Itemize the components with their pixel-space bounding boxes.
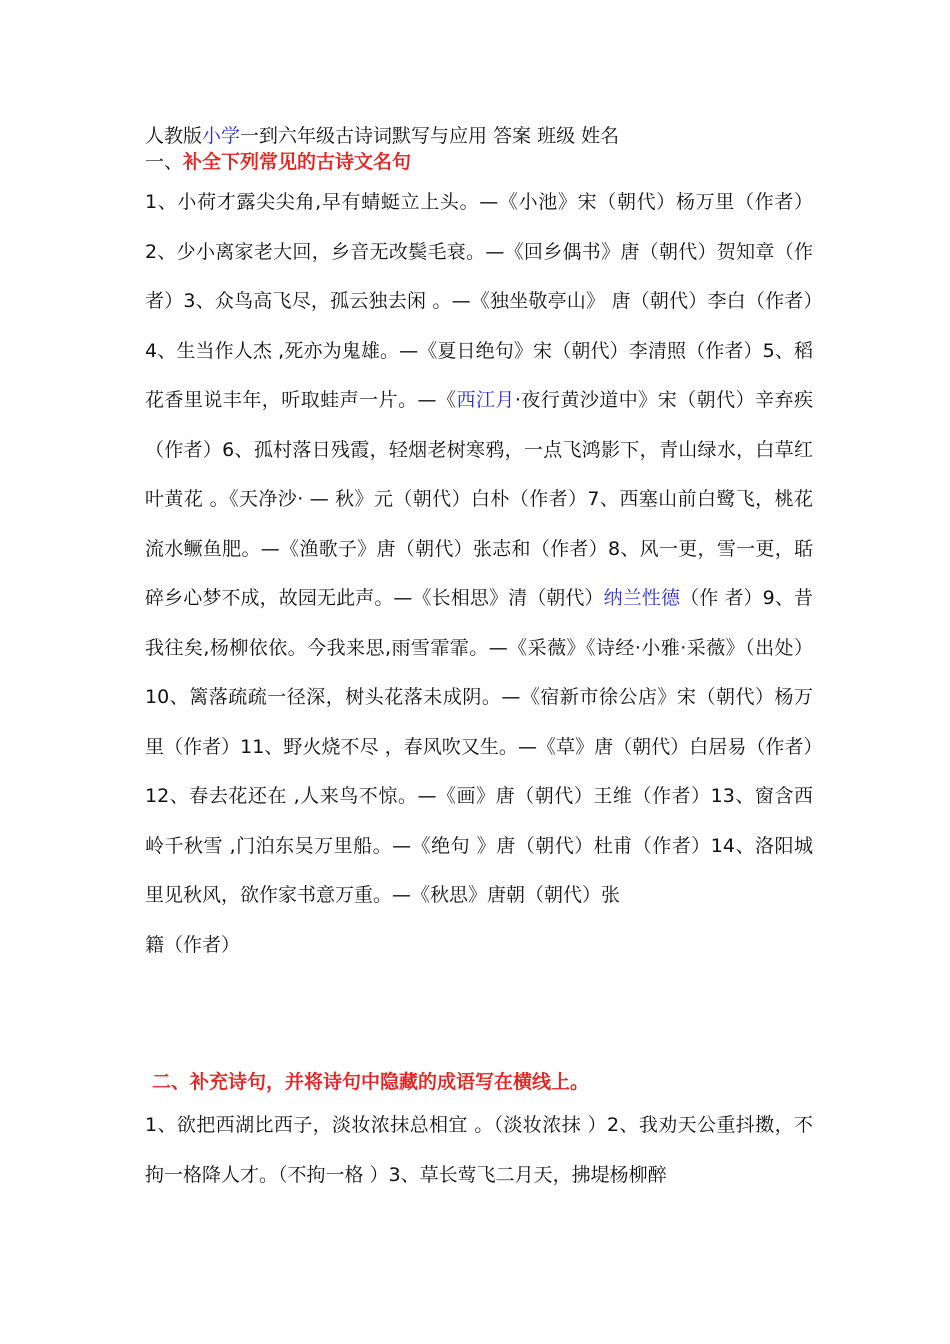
link-xijiangyue[interactable]: 西江月 [456,389,515,411]
section1-text-a: 1、小荷才露尖尖角,早有蜻蜓立上头。—《小池》宋（朝代）杨万里（作者）2、少小离家老大回，乡音无改鬓毛衰。—《回乡偶书》唐（朝代）贺知章（作者）3、众鸟高飞尽，孤云独去闲 。—《独坐敬亭山》 唐（朝代）李白（作者）4、生当作人杰 ,死亦为鬼雄。—《夏日绝句》宋（朝代）李清照（作者）5、稻花香里说丰年，听取蛙声一片。—《 [145,191,813,411]
section1-heading [145,149,411,175]
section2-body: 1、欲把西湖比西子，淡妆浓抹总相宜 。（淡妆浓抹 ）2、我劝天公重抖擞，不拘一格降人才。（不拘一格 ）3、草长莺飞二月天，拂堤杨柳醉 [145,1114,813,1186]
section1-text-d: 籍（作者） [145,933,241,956]
section1-number: 一、 [145,151,184,173]
document-title [145,123,619,149]
section1-heading-text: 补全下列常见的古诗文名句 [183,151,412,173]
section1-body [145,178,813,970]
section1-text-c: （作 者）9、昔我往矣,杨柳依依。今我来思,雨雪霏霏。—《采薇》《诗经·小雅·采薇》（出处）10、篱落疏疏一径深，树头花落未成阴。—《宿新市徐公店》宋（朝代）杨万里（作者）11、野火烧不尽 ，春风吹又生。—《草》唐（朝代）白居易（作者）12、春去花还在 ,人来鸟不惊。—《画》唐（朝代）王维（作者）13、窗含西岭千秋雪 ,门泊东吴万里船。—《绝句 》唐（朝代）杜甫（作者）14、洛阳城里见秋风，欲作家书意万重。—《秋思》唐朝（朝代）张 [145,587,813,906]
link-nalanxingde[interactable]: 纳兰性德 [603,587,681,609]
section1-text-b: ·夜行黄沙道中》宋（朝代）辛弃疾（作者）6、孤村落日残霞，轻烟老树寒鸦，一点飞鸿影下，青山绿水，白草红叶黄花 。《天净沙· — 秋》元（朝代）白朴（作者）7、西塞山前白鹭飞，桃花流水鳜鱼肥。—《渔歌子》唐（朝代）张志和（作者）8、风一更，雪一更，聒碎乡心梦不成，故园无此声。—《长相思》清（朝代） [145,389,813,609]
title-part1: 人教版 [145,125,203,147]
title-part2: 一到六年级古诗词默写与应用 答案 班级 姓名 [240,125,620,147]
section2-heading: 二、补充诗句，并将诗句中隐藏的成语写在横线上。 [152,1071,590,1093]
title-link-xiaoxue[interactable]: 小学 [202,125,241,147]
